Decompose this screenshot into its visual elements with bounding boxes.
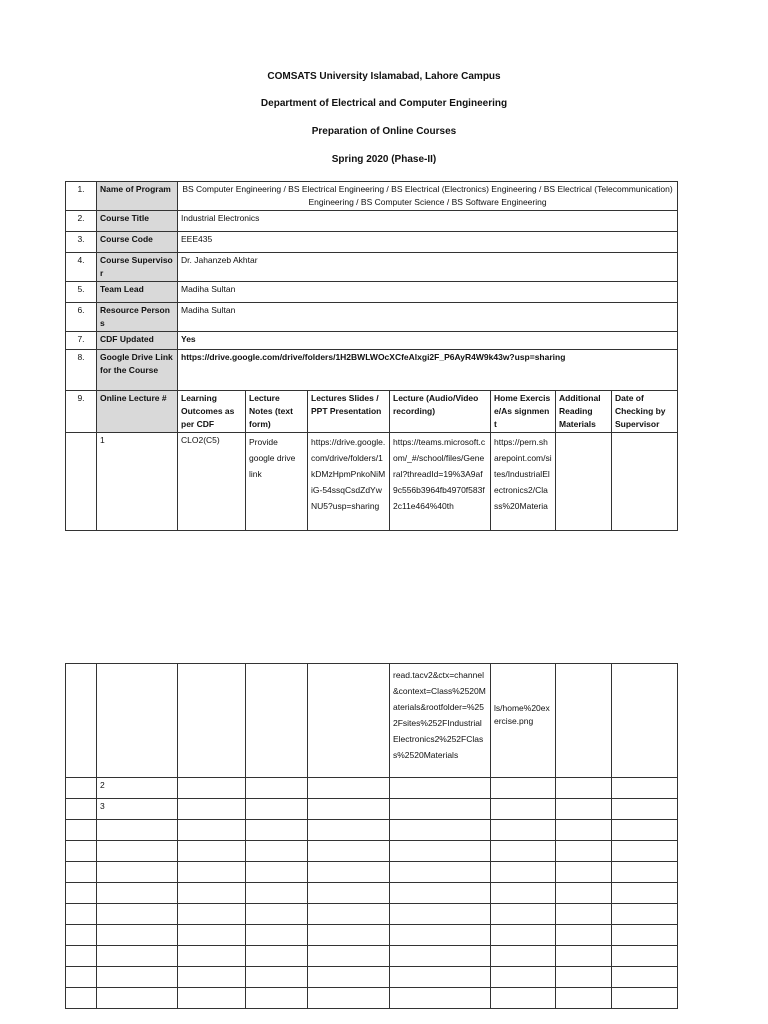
department-heading: Department of Electrical and Computer Engineering — [260, 98, 508, 109]
slides-column-header: Lectures Slides / PPT Presentation — [308, 391, 390, 433]
info-row-drive-link — [66, 350, 678, 391]
exercise-link-continued[interactable]: ls/home%20exercise.png — [491, 664, 556, 778]
notes-cell: Provide google drive link — [246, 433, 308, 531]
clo-column-header: Learning Outcomes as per CDF — [178, 391, 246, 433]
recording-column-header: Lecture (Audio/Video recording) — [390, 391, 491, 433]
row-number: 6. — [66, 303, 97, 332]
row-number: 5. — [66, 282, 97, 303]
info-row-resource-persons — [66, 303, 678, 332]
row-number: 2. — [66, 211, 97, 232]
empty-row — [66, 883, 678, 904]
row-label: Course Code — [97, 232, 178, 253]
preparation-heading: Preparation of Online Courses — [311, 126, 457, 137]
row-label: CDF Updated — [97, 332, 178, 350]
empty-row — [66, 925, 678, 946]
info-row-team-lead — [66, 282, 678, 303]
university-heading: COMSATS University Islamabad, Lahore Campus — [267, 71, 501, 82]
recording-link-cell[interactable]: https://teams.microsoft.com/_#/school/files/General?threadId=19%3A9af9c556b3964fb4970f583f2c11e464%40th — [390, 433, 491, 531]
lecture-number: 3 — [97, 799, 178, 820]
lecture-row-3 — [66, 799, 678, 820]
row-number: 4. — [66, 253, 97, 282]
slides-link-cell[interactable]: https://drive.google.com/drive/folders/1kDMzHpmPnkoNiMiG-54ssqCsdZdYwNU5?usp=sharing — [308, 433, 390, 531]
lecture-header-row — [66, 391, 678, 433]
row-number: 1. — [66, 182, 97, 211]
info-row-course-code — [66, 232, 678, 253]
program-value: BS Computer Engineering / BS Electrical Engineering / BS Electrical (Electronics) Engineering / BS Electrical (Telecommunication) Engineering / BS Computer Science / BS Software Engineering — [178, 182, 678, 211]
lecture-row-2 — [66, 778, 678, 799]
drive-link-value[interactable]: https://drive.google.com/drive/folders/1H2BWLWOcXCfeAlxgi2F_P6AyR4W9k43w?usp=sharing — [178, 350, 678, 391]
empty-row — [66, 841, 678, 862]
recording-link-continued[interactable]: read.tacv2&ctx=channel&context=Class%2520Materials&rootfolder=%252Fsites%252FIndustrialElectronics2%252FClass%2520Materials — [390, 664, 491, 778]
exercise-link-cell[interactable]: https://pern.sharepoint.com/sites/IndustrialElectronics2/Class%20Materia — [491, 433, 556, 531]
course-info-table — [65, 181, 678, 531]
lecture-row-1 — [66, 433, 678, 531]
course-code-value: EEE435 — [178, 232, 678, 253]
empty-row — [66, 820, 678, 841]
team-lead-value: Madiha Sultan — [178, 282, 678, 303]
exercise-column-header: Home Exercise/As signment — [491, 391, 556, 433]
resource-persons-value: Madiha Sultan — [178, 303, 678, 332]
info-row-course-title — [66, 211, 678, 232]
supervisor-value: Dr. Jahanzeb Akhtar — [178, 253, 678, 282]
continuation-table — [65, 663, 678, 1009]
row-number: 8. — [66, 350, 97, 391]
cdf-updated-value: Yes — [178, 332, 678, 350]
reading-cell — [556, 433, 612, 531]
checking-date-cell — [612, 433, 678, 531]
lecture-column-header: Online Lecture # — [97, 391, 178, 433]
course-title-value: Industrial Electronics — [178, 211, 678, 232]
info-row-program — [66, 182, 678, 211]
empty-row — [66, 862, 678, 883]
row-label: Course Supervisor — [97, 253, 178, 282]
checking-date-column-header: Date of Checking by Supervisor — [612, 391, 678, 433]
reading-column-header: Additional Reading Materials — [556, 391, 612, 433]
row-label: Team Lead — [97, 282, 178, 303]
continuation-row — [66, 664, 678, 778]
clo-cell: CLO2(C5) — [178, 433, 246, 531]
info-row-supervisor — [66, 253, 678, 282]
row-number-empty — [66, 433, 97, 531]
info-row-cdf-updated — [66, 332, 678, 350]
row-label: Name of Program — [97, 182, 178, 211]
empty-row — [66, 988, 678, 1009]
lecture-number: 1 — [97, 433, 178, 531]
empty-row — [66, 946, 678, 967]
empty-row — [66, 904, 678, 925]
row-label: Google Drive Link for the Course — [97, 350, 178, 391]
semester-heading: Spring 2020 (Phase-II) — [331, 154, 437, 165]
row-number: 9. — [66, 391, 97, 433]
row-label: Resource Persons — [97, 303, 178, 332]
row-label: Course Title — [97, 211, 178, 232]
row-number: 7. — [66, 332, 97, 350]
row-number: 3. — [66, 232, 97, 253]
empty-row — [66, 967, 678, 988]
lecture-number: 2 — [97, 778, 178, 799]
notes-column-header: Lecture Notes (text form) — [246, 391, 308, 433]
